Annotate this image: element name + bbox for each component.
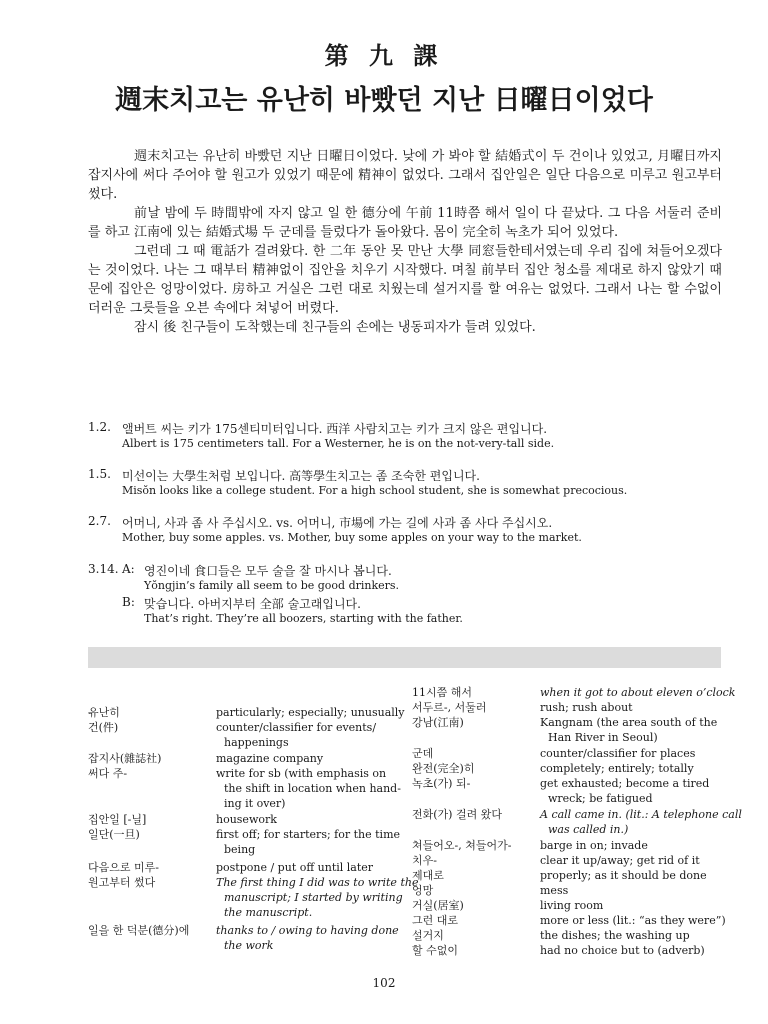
glossary-definition: more or less (lit.: “as they were”) (540, 914, 726, 927)
glossary-term: 서두르-, 서둘러 (412, 701, 487, 714)
glossary-definition: living room (540, 899, 604, 912)
glossary-definition: mess (540, 884, 569, 897)
example-number: 1.5. (88, 467, 111, 481)
glossary-definition: ing it over) (224, 797, 286, 811)
glossary-term: 일단(一旦) (88, 828, 140, 841)
lesson-title: 第 九 課 (324, 42, 444, 70)
glossary-term: 군데 (412, 747, 434, 760)
glossary-definition: rush; rush about (540, 701, 633, 714)
glossary-definition: write for sb (with emphasis on (216, 767, 387, 780)
main-title: 週末치고는 유난히 바빴던 지난 日曜日이었다 (115, 85, 653, 116)
glossary-definition: manuscript; I started by writing (224, 891, 403, 905)
glossary-definition: had no choice but to (adverb) (540, 944, 705, 957)
example-korean: 미선이는 大學生처럼 보입니다. 高等學生치고는 좀 조숙한 편입니다. (122, 469, 480, 483)
glossary-definition: wreck; be fatigued (548, 792, 653, 806)
example-number: 2.7. (88, 514, 111, 528)
glossary-term: 집안일 [-닐] (88, 813, 147, 826)
glossary-definition: the shift in location when hand- (224, 782, 401, 796)
glossary-definition: particularly; especially; unusually (216, 706, 405, 719)
glossary-definition: thanks to / owing to having done (216, 924, 399, 937)
reading-paragraph: 그런데 그 때 電話가 걸려왔다. 한 二年 동안 못 만난 大學 同窓들한테서였는데 우리 집에 쳐들어오겠다는 것이었다. 나는 그 때부터 精神없이 집안을 치우기 시작했다. 며칠 前부터 집안 청소를 제대로 하지 않았기 때문에 집안은 엉망이었다. 房하고 거실은 그런 대로 치웠는데 설거지를 할 여유는 없었다. 그래서 나는 할 수없이 더러운 그릇들을 오븐 속에다 쳐넣어 버렸다. (88, 244, 722, 316)
speaker-a-korean: 영진이네 食口들은 모두 술을 잘 마시나 봅니다. (144, 564, 392, 578)
glossary-term: 설거지 (412, 929, 444, 942)
glossary-definition: get exhausted; become a tired (540, 777, 710, 790)
glossary-definition: completely; entirely; totally (540, 762, 694, 775)
example-korean: 어머니, 사과 좀 사 주십시오. vs. 어머니, 市場에 가는 길에 사과 좀 사다 주십시오. (122, 516, 553, 530)
glossary-term: 엉망 (412, 884, 434, 897)
glossary-definition: when it got to about eleven o’clock (540, 686, 736, 699)
glossary-definition: clear it up/away; get rid of it (540, 854, 700, 867)
reading-paragraph: 잠시 後 친구들이 도착했는데 친구들의 손에는 냉동피자가 들려 있었다. (134, 320, 536, 335)
reading-paragraph: 前날 밤에 두 時間밖에 자지 않고 일 한 德分에 午前 11時쯤 해서 일이 다 끝났다. 그 다음 서둘러 준비를 하고 江南에 있는 結婚式場 두 군데를 들렀다가 돌아왔다. 몸이 完全히 녹초가 되어 있었다. (88, 206, 722, 240)
glossary-definition: first off; for starters; for the time (216, 828, 401, 841)
example-number: 3.14. (88, 562, 119, 576)
glossary-term: 치우- (412, 854, 437, 867)
glossary-term: 완전(完全)히 (412, 762, 475, 775)
glossary-definition: the work (224, 939, 274, 953)
glossary-definition: barge in on; invade (540, 839, 648, 852)
glossary-definition: was called in.) (548, 823, 629, 837)
glossary-term: 쳐들어오-, 쳐들어가- (412, 839, 512, 852)
example-english: Mother, buy some apples. vs. Mother, buy some apples on your way to the market. (122, 531, 582, 544)
speaker-a-english: Yŏngjin’s family all seem to be good drinkers. (144, 579, 400, 592)
glossary-definition: the manuscript. (224, 906, 313, 920)
glossary-term: 거실(居室) (412, 899, 464, 912)
glossary-definition: magazine company (216, 752, 324, 765)
glossary-definition: A call came in. (lit.: A telephone call (540, 808, 742, 821)
section-divider-band (88, 647, 721, 668)
example-number: 1.2. (88, 420, 111, 434)
glossary-term: 11시쯤 해서 (412, 686, 472, 699)
glossary-term: 원고부터 썼다 (88, 876, 156, 889)
glossary-definition: housework (216, 813, 277, 826)
example-english: Albert is 175 centimeters tall. For a Westerner, he is on the not-very-tall side. (122, 437, 555, 450)
glossary-term: 써다 주- (88, 767, 128, 780)
glossary-term: 다음으로 미루- (88, 861, 159, 874)
speaker-b-label: B: (122, 595, 135, 609)
speaker-b-english: That’s right. They’re all boozers, starting with the father. (144, 612, 463, 625)
example-korean: 앨버트 씨는 키가 175센티미터입니다. 西洋 사람치고는 키가 크지 않은 편입니다. (122, 422, 548, 436)
glossary-term: 제대로 (412, 869, 444, 882)
glossary-term: 할 수없이 (412, 944, 459, 957)
example-english: Misŏn looks like a college student. For a high school student, she is somewhat precocious. (122, 484, 628, 497)
glossary-definition: counter/classifier for places (540, 747, 696, 760)
glossary-term: 건(件) (88, 721, 119, 734)
glossary-term: 전화(가) 걸려 왔다 (412, 808, 502, 821)
glossary-term: 잡지사(雜誌社) (88, 752, 162, 765)
glossary-definition: The first thing I did was to write the (216, 876, 419, 889)
glossary-definition: being (224, 843, 256, 857)
glossary-definition: Han River in Seoul) (548, 731, 658, 745)
page-number: 102 (372, 976, 396, 990)
glossary-definition: properly; as it should be done (540, 869, 707, 882)
reading-paragraph: 週末치고는 유난히 바빴던 지난 日曜日이었다. 낮에 가 봐야 할 結婚式이 두 건이나 있었고, 月曜日까지 잡지사에 써다 주어야 할 원고가 있었기 때문에 精神이 없었다. 그래서 집안일은 일단 다음으로 미루고 원고부터 썼다. (88, 149, 722, 202)
glossary-definition: counter/classifier for events/ (216, 721, 377, 734)
glossary-term: 일을 한 덕분(德分)에 (88, 924, 190, 937)
glossary-definition: happenings (224, 736, 289, 750)
glossary-term: 유난히 (88, 706, 120, 719)
glossary-term: 녹초(가) 되- (412, 777, 471, 790)
speaker-a-label: A: (122, 562, 135, 576)
glossary-definition: Kangnam (the area south of the (540, 716, 718, 729)
reading-passage (88, 147, 722, 337)
glossary-term: 강남(江南) (412, 716, 464, 729)
glossary-definition: postpone / put off until later (216, 861, 374, 874)
speaker-b-korean: 맞습니다. 아버지부터 全部 술고래입니다. (144, 597, 361, 611)
glossary-definition: the dishes; the washing up (540, 929, 690, 942)
glossary-term: 그런 대로 (412, 914, 459, 927)
